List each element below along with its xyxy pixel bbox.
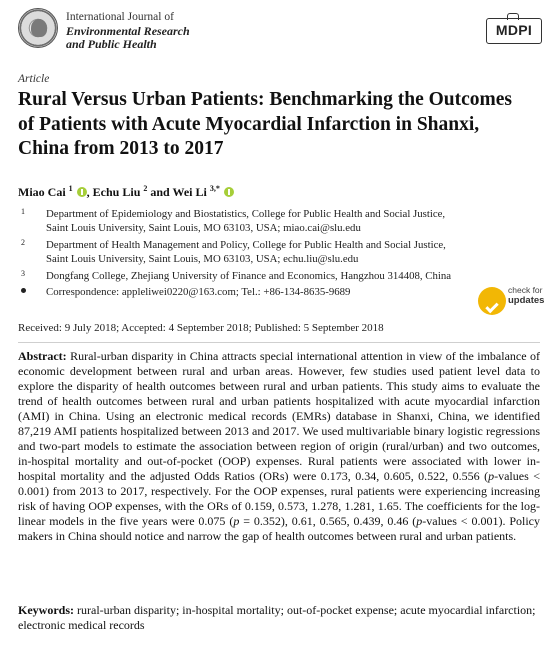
article-type: Article	[18, 73, 50, 85]
orcid-icon[interactable]	[224, 187, 234, 197]
check-for-updates-badge[interactable]	[478, 277, 544, 321]
author-name[interactable]: Echu Liu	[92, 185, 141, 199]
author-separator: ,	[86, 185, 93, 199]
affiliation-line: Saint Louis University, Saint Louis, MO 63103, USA; miao.cai@slu.edu	[46, 222, 361, 234]
affiliation-line: Department of Epidemiology and Biostatistics, College for Public Health and Social Justice,	[46, 208, 446, 220]
p-symbol: p	[416, 514, 423, 528]
abstract-label: Abstract:	[18, 349, 67, 363]
correspondence-text[interactable]: Correspondence: appleliwei0220@163.com; Tel.: +86-134-8635-9689	[46, 286, 351, 298]
author-affiliation-marker: 2	[143, 184, 148, 193]
affiliation-line: Dongfang College, Zhejiang University of Finance and Economics, Hangzhou 314408, China	[46, 270, 452, 282]
author-name[interactable]: Wei Li	[172, 185, 207, 199]
p-symbol: p	[233, 514, 240, 528]
abstract-text: -values < 0.001). Policy makers in China should notice and narrow the gap of health outcomes between rural and urban patients.	[18, 514, 540, 543]
journal-logo-icon	[18, 8, 58, 48]
orcid-icon[interactable]	[77, 187, 87, 197]
article-title: Rural Versus Urban Patients: Benchmarking the Outcomes of Patients with Acute Myocardial Infarction in Shanxi, China from 2013 to 2017	[18, 89, 513, 159]
publication-dates: Received: 9 July 2018; Accepted: 4 September 2018; Published: 5 September 2018	[18, 322, 384, 334]
author-name[interactable]: Miao Cai	[18, 185, 66, 199]
author-separator: and	[147, 185, 173, 199]
journal-name-line1: International Journal of	[66, 11, 174, 23]
abstract-text: = 0.352), 0.61, 0.565, 0.439, 0.46 (	[239, 514, 417, 528]
affiliation-line: Saint Louis University, Saint Louis, MO 63103, USA; echu.liu@slu.edu	[46, 253, 359, 265]
keywords-text: rural-urban disparity; in-hospital mortality; out-of-pocket expense; acute myocardial infarction; electronic medical records	[18, 603, 536, 632]
abstract-text: -values < 0.001) from 2013 to 2017, respectively. For the OOP expenses, rural patients were experiencing increasing risk of having OOP expenses, with the ORs of 0.159, 0.573, 1.278, 1.281, 1.65. The coefficients for the log-linear models in the five years were 0.075 (	[18, 469, 540, 528]
journal-name-line2: Environmental Research	[66, 24, 190, 38]
check-circle-icon	[478, 287, 506, 315]
abstract	[18, 349, 540, 544]
abstract-text: Rural-urban disparity in China attracts special international attention in view of the imbalance of economic development between rural and urban areas. However, few studies used patient level data to explore the disparity of health outcomes between rural and urban patients. This study aims to evaluate the trend of health outcomes between rural and urban patients hospitalized with acute myocardial infarction (AMI) in China. Using an electronic medical records (EMRs) database in Shanxi, China, we identified 87,219 AMI patients hospitalized between 2013 and 2017. We used multivariable binary logistic regressions and two-part models to estimate the association between region of origin (rural/urban) and two outcomes, in-hospital mortality and out-of-pocket (OOP) expenses. Rural patients were associated with lower in-hospital mortality and the adjusted Odds Ratios (ORs) were 0.173, 0.34, 0.605, 0.522, 0.556 (	[18, 349, 540, 483]
author-affiliation-marker: 3,*	[209, 184, 220, 193]
journal-name-line3: and Public Health	[66, 37, 157, 51]
author-list	[18, 184, 234, 200]
affiliation-number: 3	[21, 269, 25, 278]
author-affiliation-marker: 1	[68, 184, 73, 193]
affiliation-number: 2	[21, 238, 25, 247]
bullet-icon	[21, 288, 26, 293]
publisher-logo[interactable]: MDPI	[486, 18, 542, 44]
check-updates-line1: check for	[508, 285, 543, 295]
journal-header	[18, 8, 318, 50]
keywords-label: Keywords:	[18, 603, 74, 617]
check-updates-line2: updates	[508, 295, 545, 306]
affiliation-number: 1	[21, 207, 25, 216]
p-symbol: p	[488, 469, 495, 483]
keywords	[18, 603, 540, 633]
affiliation-line: Department of Health Management and Policy, College for Public Health and Social Justice,	[46, 239, 446, 251]
divider	[18, 342, 540, 343]
